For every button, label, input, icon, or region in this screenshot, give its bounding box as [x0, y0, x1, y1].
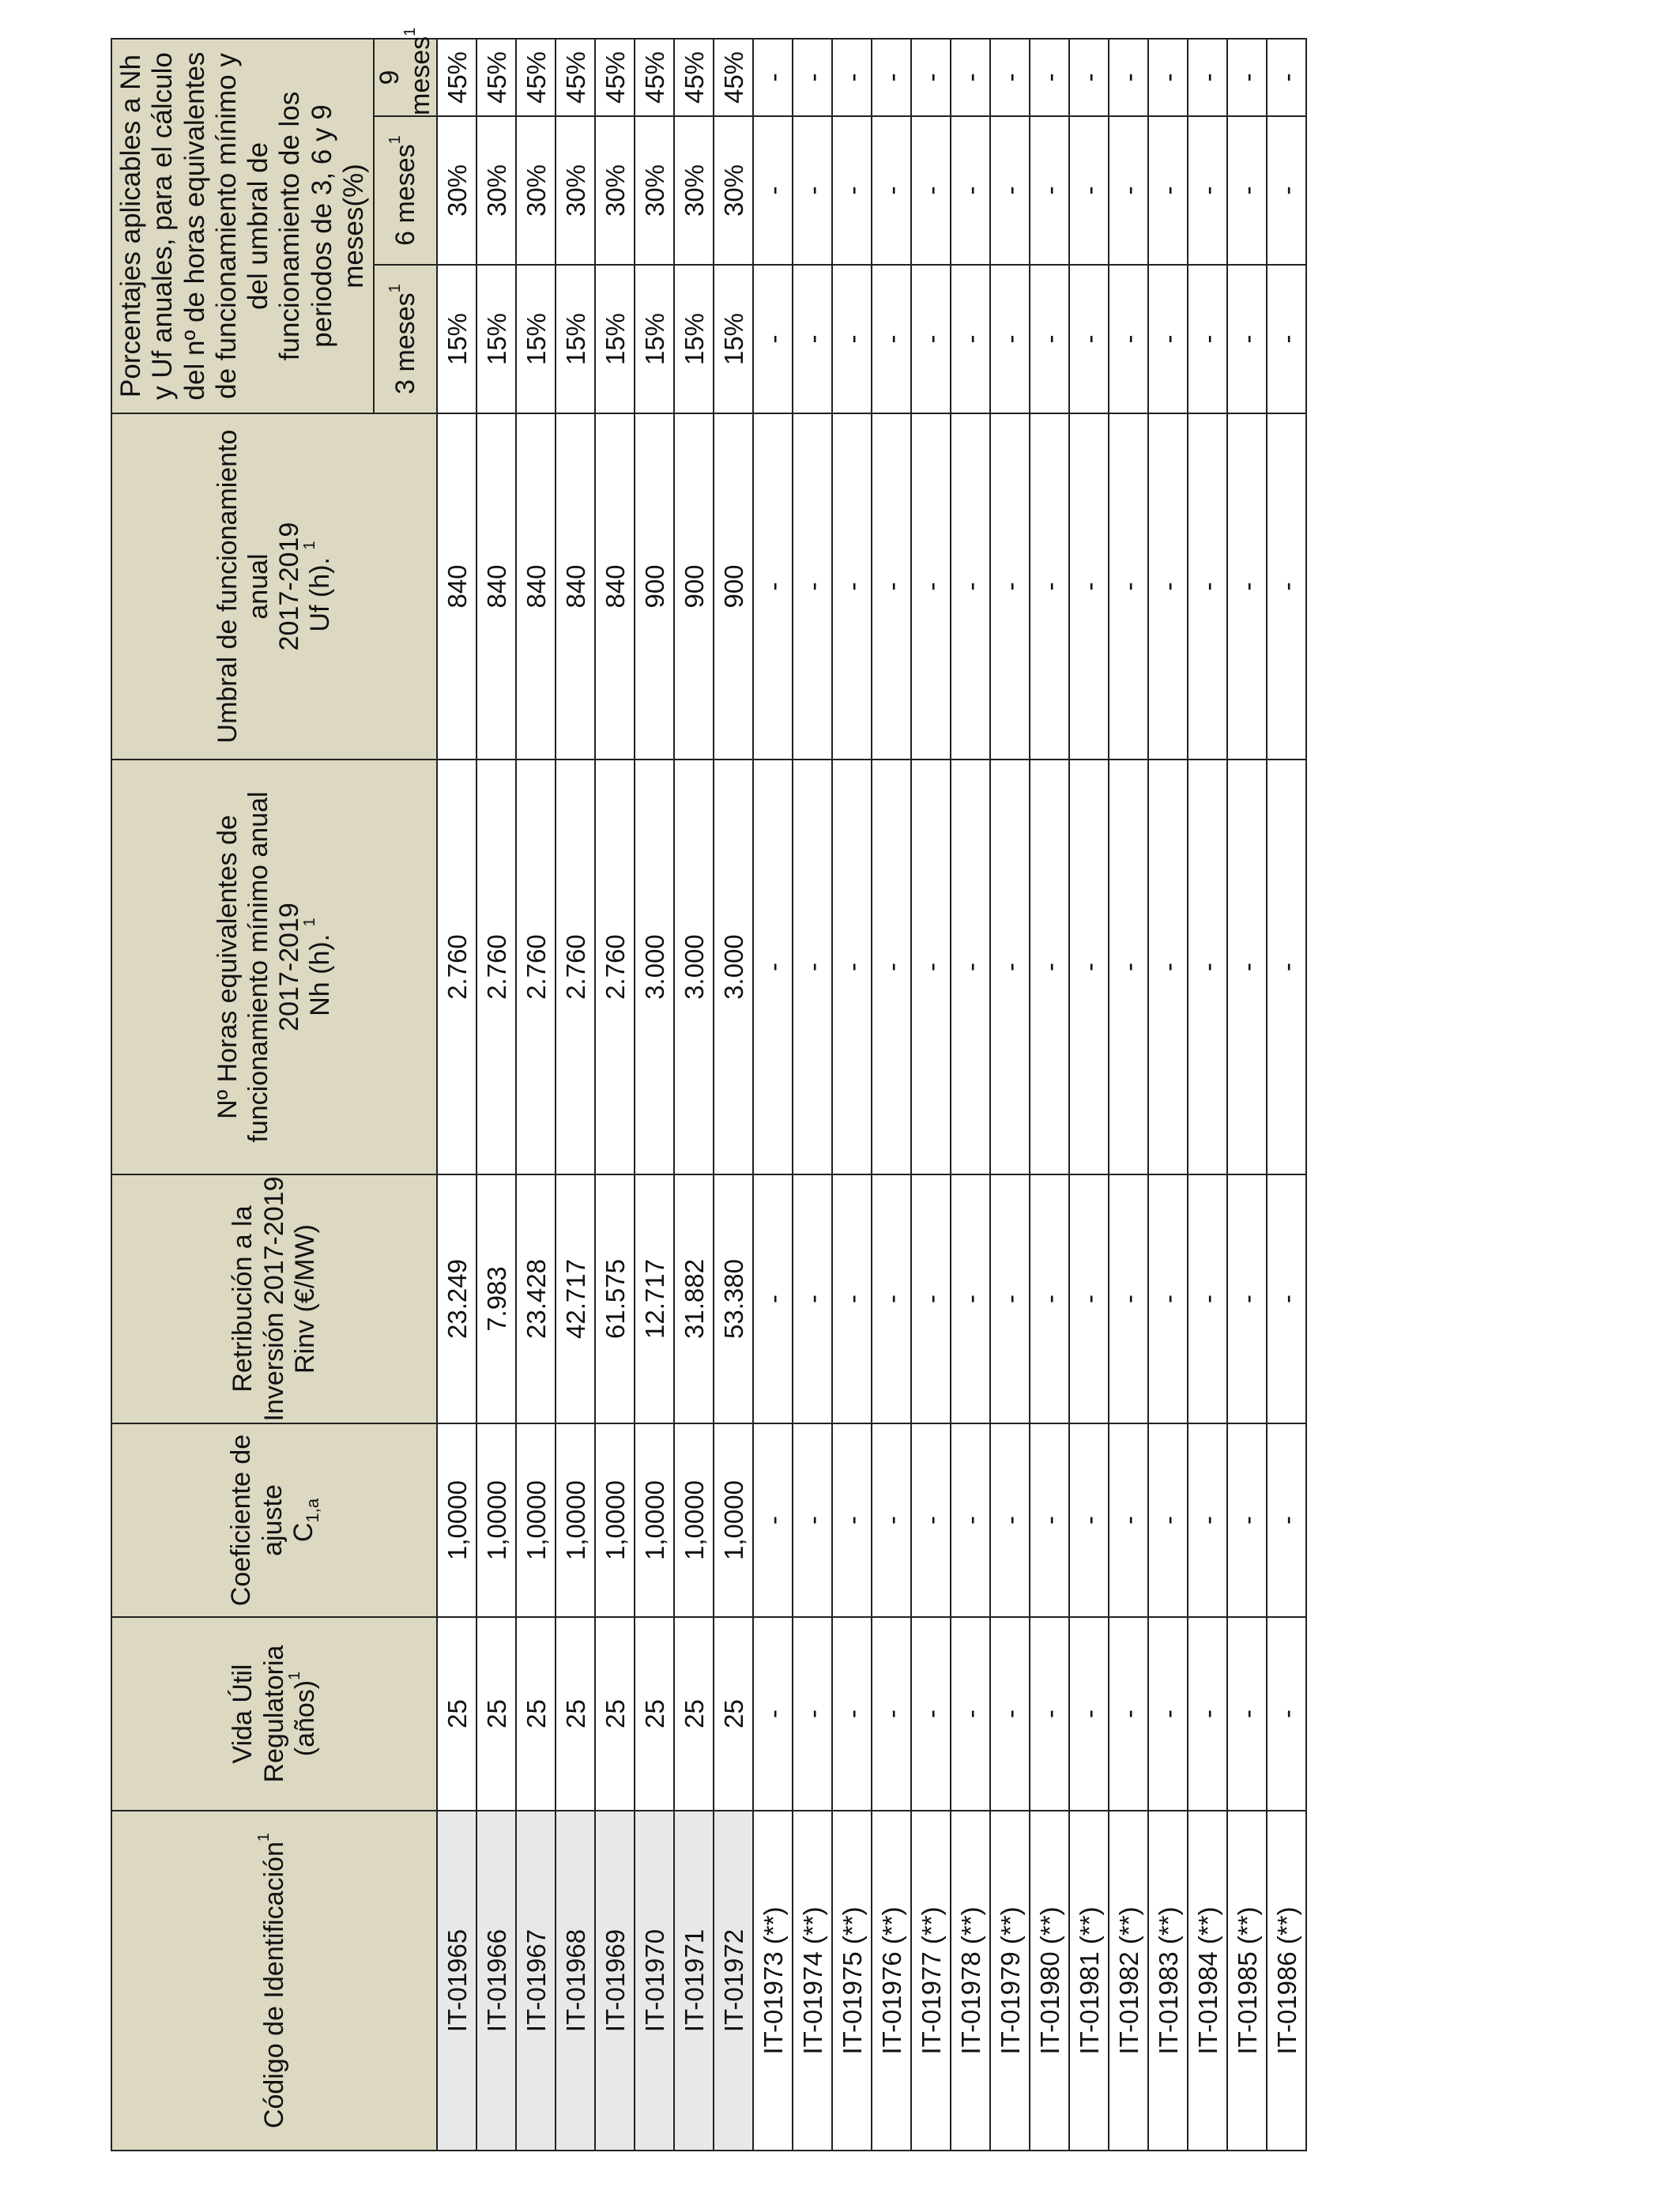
p9-cell: 45% — [674, 39, 714, 116]
p6-cell: 30% — [595, 116, 635, 265]
header-coeficiente: Coeficiente de ajuste $C_{1,a}$ — [111, 1423, 437, 1617]
nh-cell: - — [1148, 760, 1188, 1174]
codigo-cell: IT-01977 (**) — [911, 1811, 951, 2151]
header-porcentajes: Porcentajes aplicables a Nh y Uf anuales, para el cálculo del nº de horas equivalentes de funcionamiento mínimo y del umbral de funcionamiento de los periodos de 3, 6 y 9 meses(%) — [111, 39, 374, 413]
codigo-cell: IT-01972 — [714, 1811, 753, 2151]
codigo-cell: IT-01985 (**) — [1227, 1811, 1267, 2151]
vida-cell: - — [872, 1617, 911, 1811]
nh-cell: - — [1109, 760, 1148, 1174]
table-row — [1227, 39, 1267, 2151]
vida-cell: - — [911, 1617, 951, 1811]
uf-cell: 840 — [516, 413, 556, 760]
table-row — [832, 39, 872, 2151]
coef-cell: 1,0000 — [556, 1423, 595, 1617]
p6-cell: 30% — [674, 116, 714, 265]
codigo-cell: IT-01975 (**) — [832, 1811, 872, 2151]
nh-cell: 3.000 — [674, 760, 714, 1174]
coef-cell: - — [753, 1423, 793, 1617]
p9-cell: - — [1148, 39, 1188, 116]
table-row — [516, 39, 556, 2151]
coef-cell: - — [1069, 1423, 1109, 1617]
table-row — [793, 39, 832, 2151]
table-row — [437, 39, 477, 2151]
p9-cell: - — [1227, 39, 1267, 116]
nh-cell: - — [832, 760, 872, 1174]
rinv-cell: - — [753, 1174, 793, 1423]
vida-cell: - — [1069, 1617, 1109, 1811]
rinv-cell: 61.575 — [595, 1174, 635, 1423]
p3-cell: - — [1227, 265, 1267, 413]
coef-cell: - — [1227, 1423, 1267, 1617]
p3-cell: - — [753, 265, 793, 413]
table-row — [1030, 39, 1069, 2151]
uf-cell: - — [951, 413, 990, 760]
coef-cell: 1,0000 — [437, 1423, 477, 1617]
table-body — [437, 39, 1306, 2151]
p6-cell: - — [1188, 116, 1227, 265]
table-row — [477, 39, 516, 2151]
vida-cell: - — [1030, 1617, 1069, 1811]
uf-cell: 840 — [556, 413, 595, 760]
p3-cell: - — [832, 265, 872, 413]
uf-cell: 840 — [595, 413, 635, 760]
uf-cell: 840 — [477, 413, 516, 760]
p6-cell: 30% — [714, 116, 753, 265]
table-row — [1069, 39, 1109, 2151]
rinv-cell: - — [832, 1174, 872, 1423]
p6-cell: 30% — [437, 116, 477, 265]
coef-cell: - — [832, 1423, 872, 1617]
vida-cell: - — [951, 1617, 990, 1811]
coef-cell: - — [1109, 1423, 1148, 1617]
coef-cell: 1,0000 — [516, 1423, 556, 1617]
nh-cell: 2.760 — [477, 760, 516, 1174]
vida-cell: 25 — [477, 1617, 516, 1811]
coef-cell: 1,0000 — [674, 1423, 714, 1617]
header-uf: Umbral de funcionamiento anual 2017-2019 Uf (h). $^1$ — [111, 413, 437, 760]
p6-cell: - — [1030, 116, 1069, 265]
vida-cell: - — [793, 1617, 832, 1811]
codigo-cell: IT-01980 (**) — [1030, 1811, 1069, 2151]
codigo-cell: IT-01967 — [516, 1811, 556, 2151]
rinv-cell: - — [793, 1174, 832, 1423]
p3-cell: - — [872, 265, 911, 413]
rinv-cell: - — [1109, 1174, 1148, 1423]
vida-cell: - — [990, 1617, 1030, 1811]
p9-cell: - — [990, 39, 1030, 116]
vida-cell: 25 — [595, 1617, 635, 1811]
uf-cell: 900 — [714, 413, 753, 760]
codigo-cell: IT-01984 (**) — [1188, 1811, 1227, 2151]
p6-cell: - — [1109, 116, 1148, 265]
codigo-cell: IT-01979 (**) — [990, 1811, 1030, 2151]
p3-cell: 15% — [595, 265, 635, 413]
uf-cell: - — [1188, 413, 1227, 760]
p9-cell: 45% — [714, 39, 753, 116]
table-row — [990, 39, 1030, 2151]
coef-cell: 1,0000 — [595, 1423, 635, 1617]
p3-cell: - — [1069, 265, 1109, 413]
nh-cell: 2.760 — [437, 760, 477, 1174]
coef-cell: - — [911, 1423, 951, 1617]
p6-cell: - — [911, 116, 951, 265]
uf-cell: 900 — [674, 413, 714, 760]
uf-cell: - — [753, 413, 793, 760]
vida-cell: - — [1227, 1617, 1267, 1811]
table-row — [556, 39, 595, 2151]
table-row — [951, 39, 990, 2151]
p6-cell: - — [793, 116, 832, 265]
p3-cell: 15% — [714, 265, 753, 413]
table-row — [1188, 39, 1227, 2151]
rinv-cell: 42.717 — [556, 1174, 595, 1423]
p9-cell: 45% — [516, 39, 556, 116]
p9-cell: 45% — [635, 39, 674, 116]
vida-cell: - — [1188, 1617, 1227, 1811]
p9-cell: 45% — [477, 39, 516, 116]
p3-cell: - — [911, 265, 951, 413]
p9-cell: 45% — [437, 39, 477, 116]
p9-cell: - — [832, 39, 872, 116]
p9-cell: - — [1109, 39, 1148, 116]
p3-cell: - — [793, 265, 832, 413]
rinv-cell: 23.249 — [437, 1174, 477, 1423]
nh-cell: - — [1188, 760, 1227, 1174]
vida-cell: 25 — [635, 1617, 674, 1811]
vida-cell: - — [1109, 1617, 1148, 1811]
nh-cell: 3.000 — [714, 760, 753, 1174]
rinv-cell: - — [1188, 1174, 1227, 1423]
coef-cell: - — [872, 1423, 911, 1617]
p9-cell: - — [911, 39, 951, 116]
header-vida-util: Vida Útil Regulatoria (años)$^1$ — [111, 1617, 437, 1811]
table-row — [1148, 39, 1188, 2151]
vida-cell: - — [753, 1617, 793, 1811]
p9-cell: 45% — [595, 39, 635, 116]
p3-cell: 15% — [437, 265, 477, 413]
p9-cell: - — [793, 39, 832, 116]
rinv-cell: - — [951, 1174, 990, 1423]
codigo-cell: IT-01971 — [674, 1811, 714, 2151]
p6-cell: - — [951, 116, 990, 265]
nh-cell: - — [911, 760, 951, 1174]
rinv-cell: 7.983 — [477, 1174, 516, 1423]
uf-cell: 900 — [635, 413, 674, 760]
table-row — [1267, 39, 1306, 2151]
table-row — [911, 39, 951, 2151]
rinv-cell: - — [1030, 1174, 1069, 1423]
p9-cell: - — [753, 39, 793, 116]
header-3-meses: 3 meses$^1$ — [374, 265, 437, 413]
uf-cell: - — [1069, 413, 1109, 760]
nh-cell: - — [1227, 760, 1267, 1174]
header-6-meses: 6 meses$^1$ — [374, 116, 437, 265]
p9-cell: - — [1069, 39, 1109, 116]
header-retribucion: Retribución a la Inversión 2017-2019 Rinv (€/MW) — [111, 1174, 437, 1423]
uf-cell: - — [1267, 413, 1306, 760]
uf-cell: 840 — [437, 413, 477, 760]
p6-cell: - — [1069, 116, 1109, 265]
uf-cell: - — [990, 413, 1030, 760]
table-row — [753, 39, 793, 2151]
rinv-cell: - — [1227, 1174, 1267, 1423]
vida-cell: - — [1267, 1617, 1306, 1811]
codigo-cell: IT-01973 (**) — [753, 1811, 793, 2151]
coef-cell: - — [1267, 1423, 1306, 1617]
nh-cell: - — [990, 760, 1030, 1174]
rinv-cell: - — [872, 1174, 911, 1423]
nh-cell: 3.000 — [635, 760, 674, 1174]
rinv-cell: - — [1069, 1174, 1109, 1423]
p6-cell: - — [872, 116, 911, 265]
rinv-cell: 23.428 — [516, 1174, 556, 1423]
p9-cell: - — [1188, 39, 1227, 116]
uf-cell: - — [911, 413, 951, 760]
p6-cell: 30% — [635, 116, 674, 265]
p3-cell: 15% — [477, 265, 516, 413]
p9-cell: 45% — [556, 39, 595, 116]
uf-cell: - — [1148, 413, 1188, 760]
p6-cell: - — [1227, 116, 1267, 265]
uf-cell: - — [1227, 413, 1267, 760]
p9-cell: - — [951, 39, 990, 116]
p6-cell: - — [1148, 116, 1188, 265]
p3-cell: 15% — [556, 265, 595, 413]
table-row — [872, 39, 911, 2151]
table-row — [1109, 39, 1148, 2151]
uf-cell: - — [793, 413, 832, 760]
p6-cell: - — [832, 116, 872, 265]
header-codigo: Código de Identificación$^1$ — [111, 1811, 437, 2151]
coef-cell: - — [990, 1423, 1030, 1617]
table-row — [635, 39, 674, 2151]
rinv-cell: - — [1267, 1174, 1306, 1423]
coef-cell: 1,0000 — [477, 1423, 516, 1617]
vida-cell: 25 — [714, 1617, 753, 1811]
vida-cell: 25 — [556, 1617, 595, 1811]
p6-cell: - — [1267, 116, 1306, 265]
codigo-cell: IT-01978 (**) — [951, 1811, 990, 2151]
coef-cell: 1,0000 — [714, 1423, 753, 1617]
nh-cell: - — [1069, 760, 1109, 1174]
codigo-cell: IT-01982 (**) — [1109, 1811, 1148, 2151]
rinv-cell: - — [990, 1174, 1030, 1423]
uf-cell: - — [872, 413, 911, 760]
codigo-cell: IT-01966 — [477, 1811, 516, 2151]
codigo-cell: IT-01986 (**) — [1267, 1811, 1306, 2151]
p3-cell: - — [1267, 265, 1306, 413]
nh-cell: 2.760 — [595, 760, 635, 1174]
vida-cell: 25 — [437, 1617, 477, 1811]
rinv-cell: - — [911, 1174, 951, 1423]
nh-cell: - — [1267, 760, 1306, 1174]
p6-cell: 30% — [516, 116, 556, 265]
header-9-meses: 9 meses$^1$ — [374, 39, 437, 116]
codigo-cell: IT-01968 — [556, 1811, 595, 2151]
uf-cell: - — [1109, 413, 1148, 760]
coef-cell: 1,0000 — [635, 1423, 674, 1617]
coef-cell: - — [1030, 1423, 1069, 1617]
coef-cell: - — [793, 1423, 832, 1617]
header-nh: Nº Horas equivalentes de funcionamiento mínimo anual 2017-2019 Nh (h). $^1$ — [111, 760, 437, 1174]
table-row — [674, 39, 714, 2151]
retribution-table — [111, 27, 1307, 2151]
nh-cell: - — [753, 760, 793, 1174]
p3-cell: 15% — [674, 265, 714, 413]
p9-cell: - — [1030, 39, 1069, 116]
vida-cell: 25 — [674, 1617, 714, 1811]
p6-cell: - — [990, 116, 1030, 265]
p3-cell: - — [1148, 265, 1188, 413]
p3-cell: 15% — [516, 265, 556, 413]
table-row — [595, 39, 635, 2151]
vida-cell: 25 — [516, 1617, 556, 1811]
vida-cell: - — [832, 1617, 872, 1811]
rotated-page — [111, 27, 1301, 2151]
p3-cell: 15% — [635, 265, 674, 413]
rinv-cell: 53.380 — [714, 1174, 753, 1423]
coef-cell: - — [1188, 1423, 1227, 1617]
coef-cell: - — [1148, 1423, 1188, 1617]
p3-cell: - — [1030, 265, 1069, 413]
codigo-cell: IT-01969 — [595, 1811, 635, 2151]
rinv-cell: - — [1148, 1174, 1188, 1423]
nh-cell: - — [793, 760, 832, 1174]
codigo-cell: IT-01974 (**) — [793, 1811, 832, 2151]
nh-cell: 2.760 — [556, 760, 595, 1174]
p6-cell: - — [753, 116, 793, 265]
p3-cell: - — [951, 265, 990, 413]
p6-cell: 30% — [477, 116, 516, 265]
p3-cell: - — [1109, 265, 1148, 413]
table-row — [714, 39, 753, 2151]
rinv-cell: 31.882 — [674, 1174, 714, 1423]
codigo-cell: IT-01976 (**) — [872, 1811, 911, 2151]
p9-cell: - — [1267, 39, 1306, 116]
p6-cell: 30% — [556, 116, 595, 265]
codigo-cell: IT-01983 (**) — [1148, 1811, 1188, 2151]
codigo-cell: IT-01965 — [437, 1811, 477, 2151]
p9-cell: - — [872, 39, 911, 116]
nh-cell: - — [1030, 760, 1069, 1174]
p3-cell: - — [1188, 265, 1227, 413]
uf-cell: - — [832, 413, 872, 760]
nh-cell: 2.760 — [516, 760, 556, 1174]
nh-cell: - — [951, 760, 990, 1174]
rinv-cell: 12.717 — [635, 1174, 674, 1423]
coef-cell: - — [951, 1423, 990, 1617]
vida-cell: - — [1148, 1617, 1188, 1811]
codigo-cell: IT-01970 — [635, 1811, 674, 2151]
p3-cell: - — [990, 265, 1030, 413]
nh-cell: - — [872, 760, 911, 1174]
codigo-cell: IT-01981 (**) — [1069, 1811, 1109, 2151]
uf-cell: - — [1030, 413, 1069, 760]
